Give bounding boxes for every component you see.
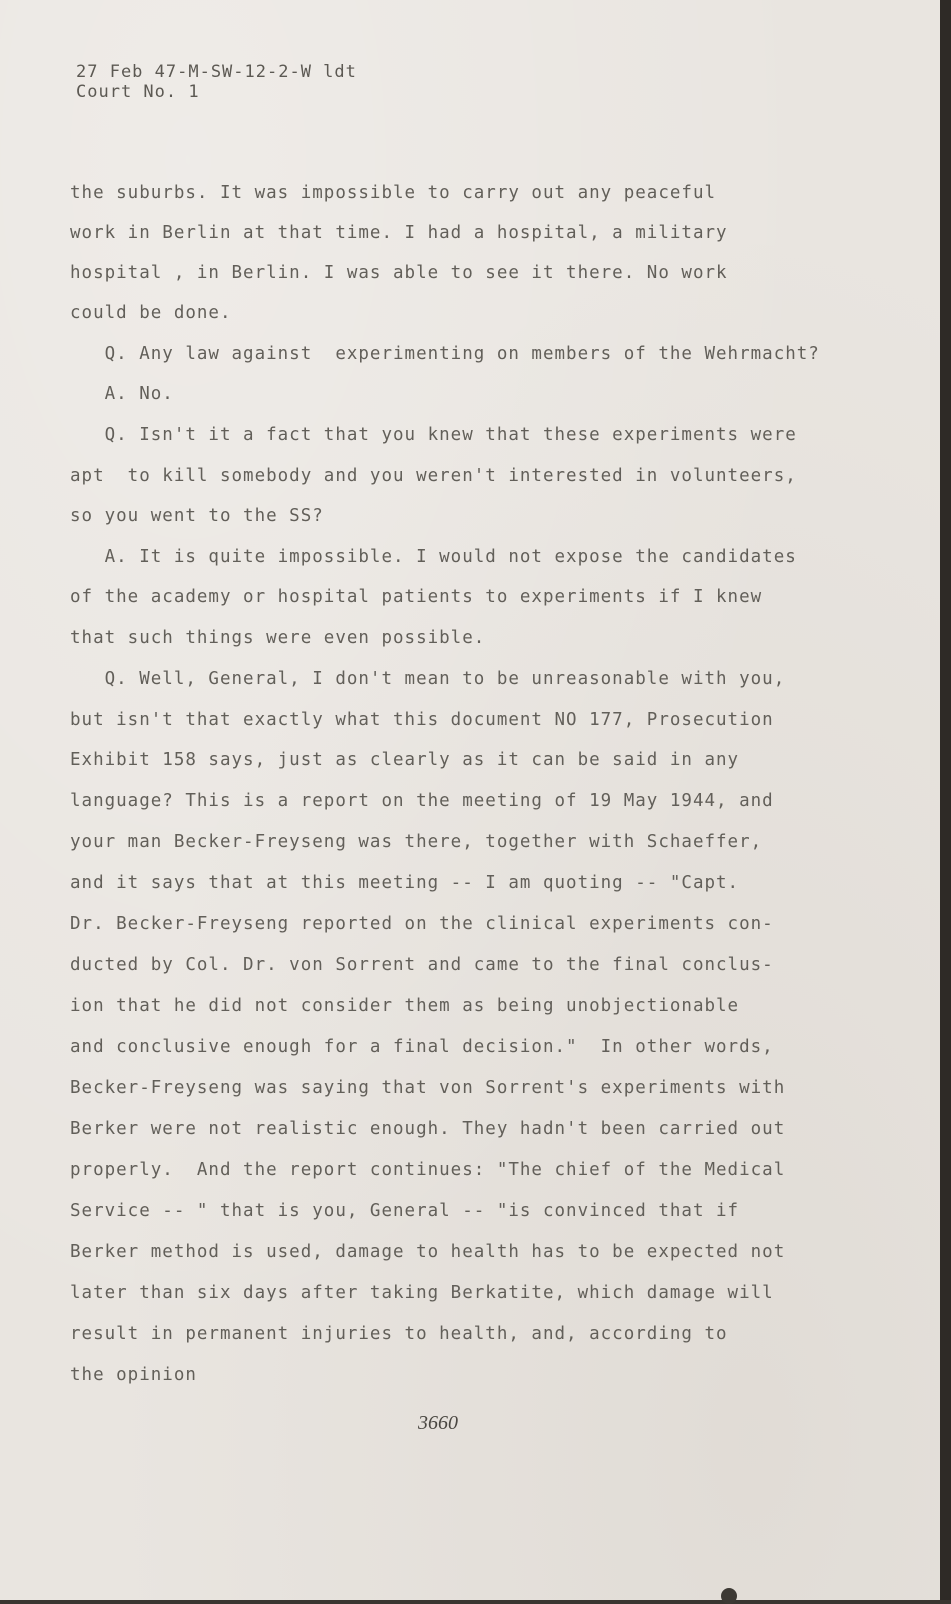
transcript-line: work in Berlin at that time. I had a hospital, a military [70,223,728,243]
transcript-line: and conclusive enough for a final decision." In other words, [70,1037,774,1057]
transcript-line: language? This is a report on the meeting of 19 May 1944, and [70,791,774,811]
transcript-line: Berker were not realistic enough. They hadn't been carried out [70,1119,786,1139]
transcript-line: hospital , in Berlin. I was able to see it there. No work [70,263,728,283]
punch-hole [721,1588,737,1604]
transcript-line: Berker method is used, damage to health has to be expected not [70,1242,786,1262]
header-reference: 27 Feb 47-M-SW-12-2-W ldt [76,62,357,82]
transcript-line: Dr. Becker-Freyseng reported on the clinical experiments con- [70,914,774,934]
document-header [76,62,357,102]
transcript-line: Becker-Freyseng was saying that von Sorrent's experiments with [70,1078,786,1098]
transcript-line: your man Becker-Freyseng was there, together with Schaeffer, [70,832,763,852]
header-court: Court No. 1 [76,82,200,102]
transcript-line: but isn't that exactly what this document NO 177, Prosecution [70,710,774,730]
transcript-line: and it says that at this meeting -- I am quoting -- "Capt. [70,873,740,893]
transcript-line: apt to kill somebody and you weren't interested in volunteers, [70,466,797,486]
transcript-line: Service -- " that is you, General -- "is convinced that if [70,1201,740,1221]
transcript-line: later than six days after taking Berkatite, which damage will [70,1283,774,1303]
transcript-line: result in permanent injuries to health, and, according to [70,1324,728,1344]
transcript-line: so you went to the SS? [70,506,324,526]
page-number: 3660 [418,1412,458,1434]
transcript-line: that such things were even possible. [70,628,486,648]
transcript-line: the suburbs. It was impossible to carry out any peaceful [70,183,717,203]
transcript-line: Q. Well, General, I don't mean to be unreasonable with you, [70,669,786,689]
transcript-line: Exhibit 158 says, just as clearly as it can be said in any [70,750,740,770]
transcript-line: properly. And the report continues: "The chief of the Medical [70,1160,786,1180]
transcript-line: the opinion [70,1365,197,1385]
transcript-line: could be done. [70,303,232,323]
transcript-line: A. It is quite impossible. I would not expose the candidates [70,547,797,567]
transcript-line: ion that he did not consider them as being unobjectionable [70,996,740,1016]
transcript-line: Q. Isn't it a fact that you knew that these experiments were [70,425,797,445]
transcript-line: of the academy or hospital patients to experiments if I knew [70,587,763,607]
transcript-line: A. No. [70,384,174,404]
transcript-line: Q. Any law against experimenting on members of the Wehrmacht? [70,344,820,364]
transcript-line: ducted by Col. Dr. von Sorrent and came to the final conclus- [70,955,774,975]
scan-border [940,0,951,1600]
